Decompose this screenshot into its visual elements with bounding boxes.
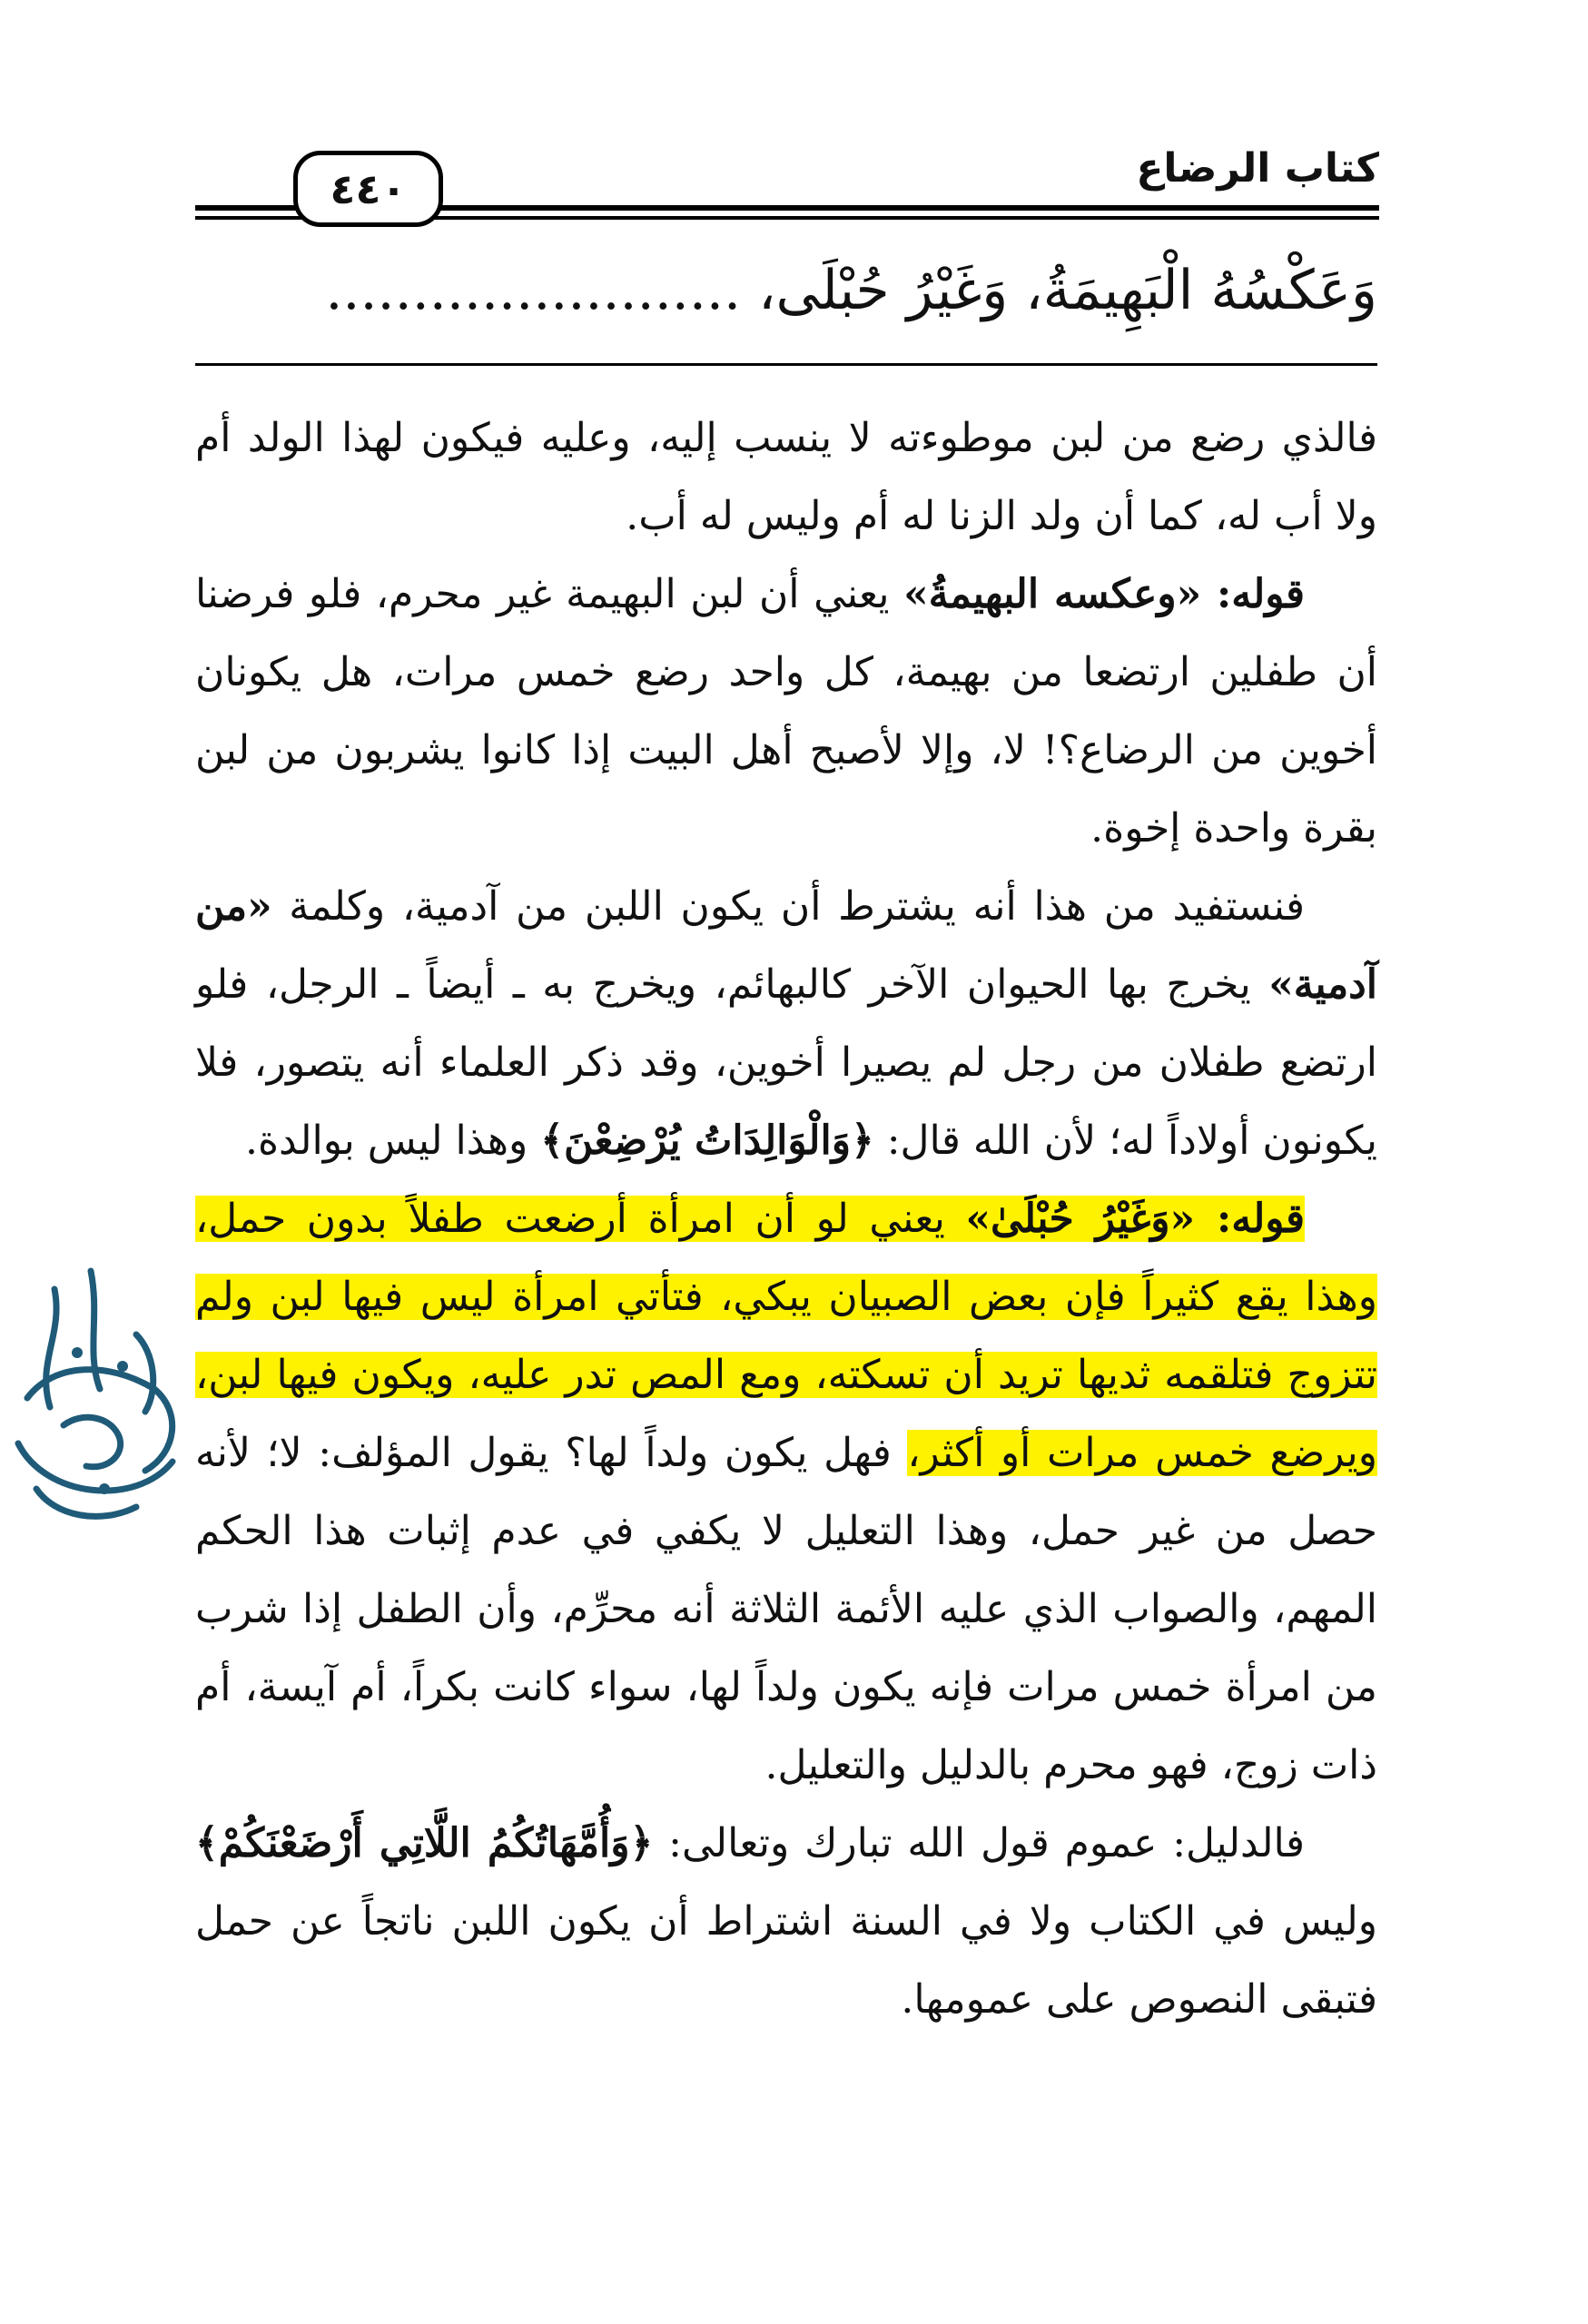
- text-segment: يعني أن لبن البهيمة غير محرم، فلو فرضنا أن طفلين ارتضعا من بهيمة، كل واحد رضع خمس مرات، هل يكونان أخوين من الرضاع؟! لا، وإلا لأصبح أهل البيت إذا كانوا يشربون من لبن بقرة واحدة إخوة.: [195, 571, 1377, 852]
- text-segment: فهل يكون ولداً لها؟ يقول المؤلف: لا؛ لأنه حصل من غير حمل، وهذا التعليل لا يكفي في عدم إثبات هذا الحكم المهم، والصواب الذي عليه الأئمة الثلاثة أنه محرِّم، وأن الطفل إذا شرب من امرأة خمس مرات فإنه يكون ولداً لها، سواء كانت بكراً، أم آيسة، أم ذات زوج، فهو محرم بالدليل والتعليل.: [195, 1430, 1377, 1788]
- watermark-stamp: [0, 1253, 195, 1534]
- page-number: ٤٤٠: [293, 151, 443, 227]
- commentary-body: [195, 399, 1377, 2039]
- text-segment: قوله:: [1201, 571, 1305, 617]
- text-segment: قوله: «وَغَيْرُ حُبْلَىٰ»: [965, 1196, 1305, 1242]
- text-segment: فنستفيد من هذا أنه يشترط أن يكون اللبن من آدمية، وكلمة: [271, 883, 1305, 930]
- text-segment: ﴿وَأُمَّهَاتُكُمُ اللَّاتِي أَرْضَعْنَكُمْ﴾: [195, 1820, 654, 1866]
- text-segment: «وعكسه البهيمةُ»: [903, 571, 1202, 617]
- text-segment: فالذي رضع من لبن موطوءته لا ينسب إليه، وعليه فيكون لهذا الولد أم ولا أب له، كما أن ولد الزنا له أم وليس له أب.: [195, 415, 1377, 539]
- paragraph: [195, 399, 1377, 556]
- text-segment: وهذا ليس بوالدة.: [244, 1118, 541, 1164]
- text-segment: يعني لو أن امرأة أرضعت طفلاً بدون حمل، وهذا يقع كثيراً فإن بعض الصبيان يبكي، فتأتي امرأة ليس فيها لبن ولم تتزوج فتلقمه ثديها تريد أن تسكته، ومع المص تدر عليه، ويكون فيها لبن، ويرضع خمس مرات أو أكثر،: [195, 1196, 1377, 1476]
- paragraph: [195, 868, 1377, 1180]
- page-header: [195, 145, 1379, 227]
- matn-divider: [195, 363, 1377, 366]
- matn-text: وَعَكْسُهُ الْبَهِيمَةُ، وَغَيْرُ حُبْلَى، ........................: [325, 259, 1377, 322]
- text-segment: «من آدمية»: [195, 883, 1377, 1008]
- paragraph: [195, 556, 1377, 868]
- text-segment: وليس في الكتاب ولا في السنة اشتراط أن يكون اللبن ناتجاً عن حمل فتبقى النصوص على عمومها.: [195, 1898, 1377, 2023]
- text-segment: فالدليل: عموم قول الله تبارك وتعالى:: [653, 1820, 1305, 1866]
- running-title: كتاب الرضاع: [1123, 145, 1379, 192]
- text-segment: يخرج بها الحيوان الآخر كالبهائم، ويخرج به ـ أيضاً ـ الرجل، فلو ارتضع طفلان من رجل لم يصيرا أخوين، وقد ذكر العلماء أنه يتصور، فلا يكونون أولاداً له؛ لأن الله قال:: [195, 961, 1377, 1164]
- paragraph: [195, 1805, 1377, 2039]
- paragraph: [195, 1180, 1377, 1805]
- text-segment: ﴿وَالْوَالِدَاتُ يُرْضِعْنَ﴾: [540, 1118, 874, 1164]
